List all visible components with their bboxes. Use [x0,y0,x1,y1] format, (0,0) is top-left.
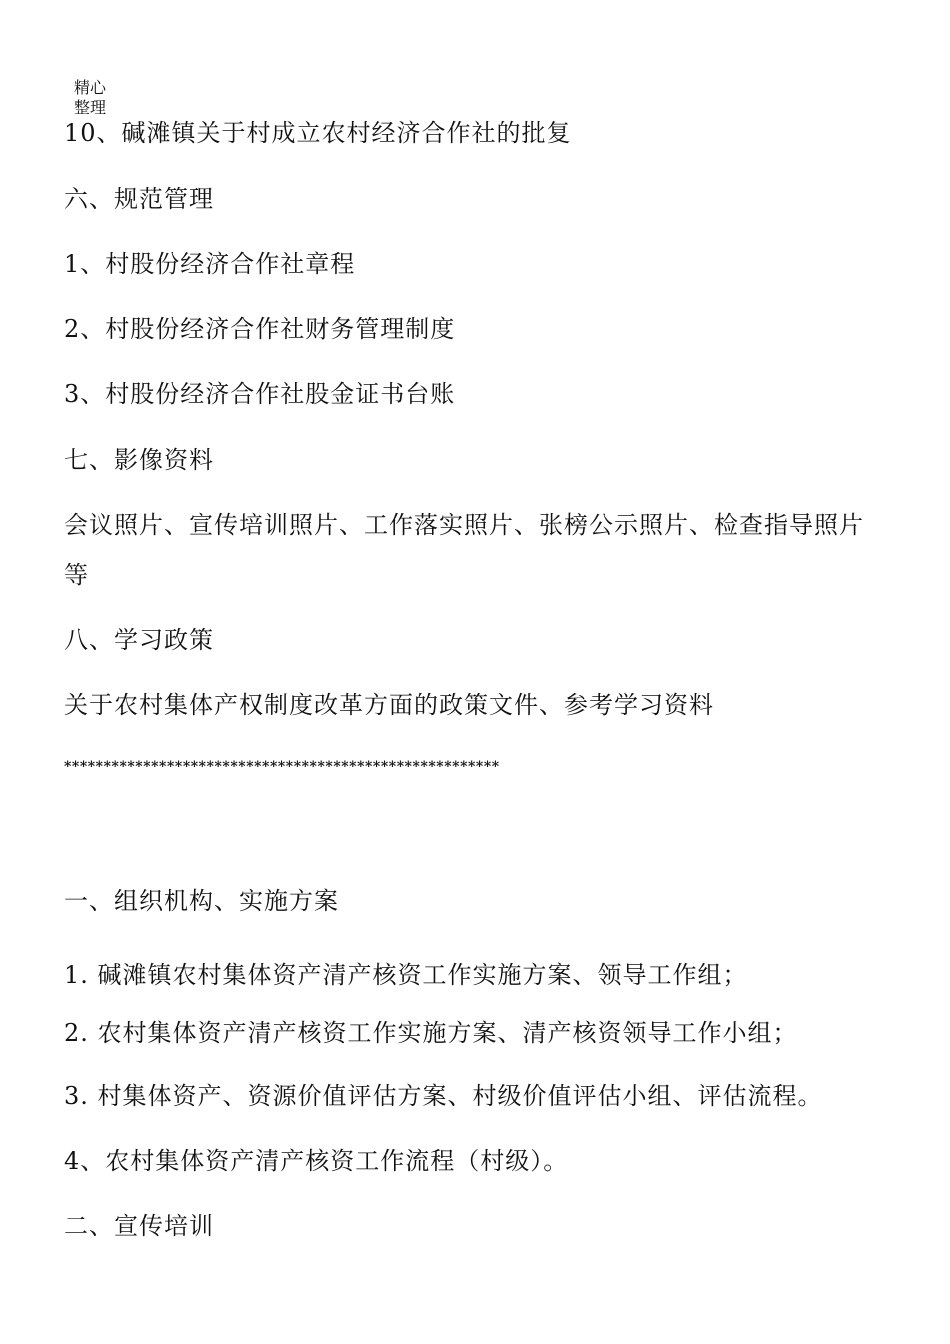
header-mark-line1: 精心 [74,78,107,97]
item-10-approval: 10、碱滩镇关于村成立农村经济合作社的批复 [64,119,572,147]
photo-list-line1: 会议照片、宣传培训照片、工作落实照片、张榜公示照片、检查指导照片 [64,511,864,539]
section-6-heading: 六、规范管理 [64,185,214,213]
item-2-finance: 2、村股份经济合作社财务管理制度 [64,315,456,343]
list-item-3: 3. 村集体资产、资源价值评估方案、村级价值评估小组、评估流程。 [64,1082,823,1110]
list-item-2: 2. 农村集体资产清产核资工作实施方案、清产核资领导工作小组； [64,1019,798,1047]
header-mark [74,78,106,118]
photo-list-line2: 等 [64,561,89,589]
list-item-4: 4、农村集体资产清产核资工作流程（村级）。 [64,1147,569,1175]
section-1-heading: 一、组织机构、实施方案 [64,887,339,915]
list-item-1: 1. 碱滩镇农村集体资产清产核资工作实施方案、领导工作组； [64,961,748,989]
item-3-ledger: 3、村股份经济合作社股金证书台账 [64,380,456,408]
item-1-charter: 1、村股份经济合作社章程 [64,250,356,278]
policy-text: 关于农村集体产权制度改革方面的政策文件、参考学习资料 [64,691,714,719]
section-8-heading: 八、学习政策 [64,626,214,654]
separator-line: ******************************************************* [64,759,500,775]
section-7-heading: 七、影像资料 [64,446,214,474]
section-2-heading: 二、宣传培训 [64,1212,214,1240]
header-mark-line2: 整理 [74,98,107,117]
